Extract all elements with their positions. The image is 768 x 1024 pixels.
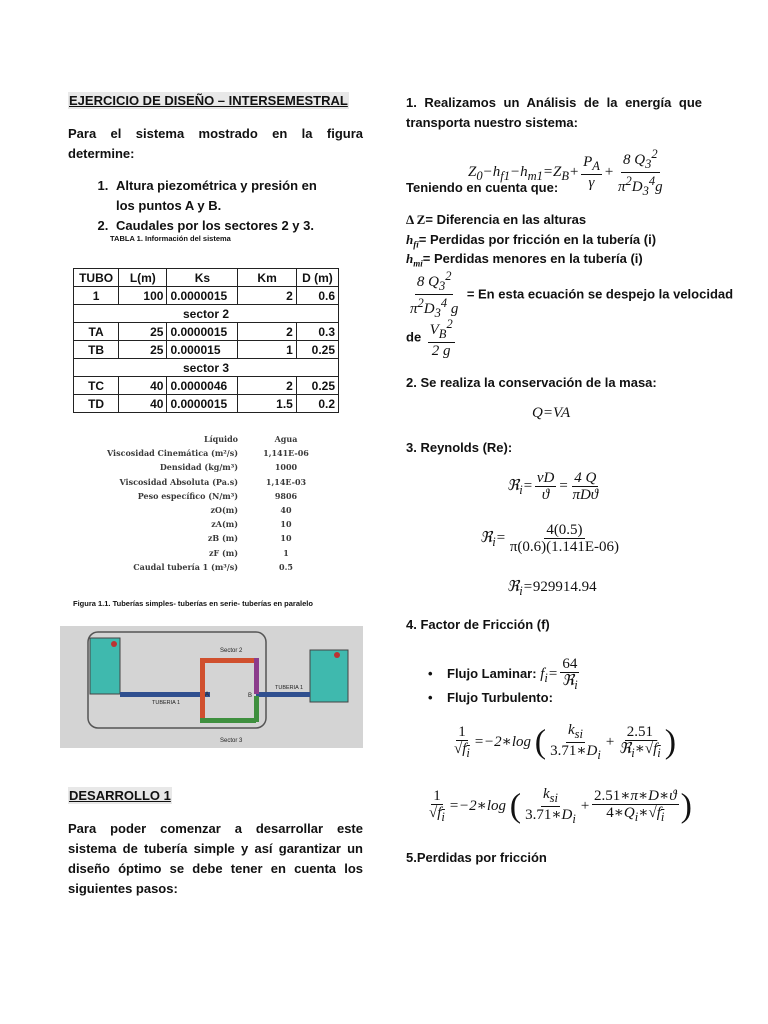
info-table xyxy=(73,268,339,413)
def-hf: $h_{fi}=$ Perdidas por fricción en la tubería (i) xyxy=(406,232,657,250)
tank-right-marker xyxy=(334,652,340,658)
label-sector2: Sector 2 xyxy=(220,648,243,654)
table-cell: 40 xyxy=(119,377,167,395)
laminar-label: Flujo Laminar: xyxy=(447,665,537,681)
table-cell: 1 xyxy=(74,287,119,305)
step-2-text: 2. Se realiza la conservación de la masa: xyxy=(406,375,657,390)
label-tuberia1-right: TUBERIA 1 xyxy=(275,685,304,691)
reynolds-substitution: ℜ$_i$= $\frac{4(0.5)}{\pi(0.6)(1.141E-06)}$ xyxy=(480,522,620,555)
table-cell: TD xyxy=(74,395,119,413)
table-cell: 1.5 xyxy=(238,395,297,413)
pipe-sector2-vertical-right xyxy=(254,658,259,694)
prop-value: 40 xyxy=(280,505,292,516)
pipe-sector3-vertical-right xyxy=(254,696,259,722)
table-cell: TA xyxy=(74,323,119,341)
prop-key: zF (m) xyxy=(208,547,238,558)
velocity-fraction: $\frac{8 Q_3^2}{\pi^2D_3^4 g}$ xyxy=(410,269,459,320)
prop-value: 1 xyxy=(283,547,289,558)
def-de xyxy=(406,316,457,359)
table-cell: 0.2 xyxy=(296,395,338,413)
props-header-key: Líquido xyxy=(203,434,238,445)
table-caption: TABLA 1. Información del sistema xyxy=(110,234,231,243)
def-velocity-text: = En esta ecuación se despejo la velocidad xyxy=(466,286,734,302)
table-cell: 0.6 xyxy=(296,287,338,305)
prop-value: 1,141E-06 xyxy=(263,448,309,459)
pipe-1-left xyxy=(120,692,210,697)
table-row xyxy=(74,305,339,323)
prop-value: 0.5 xyxy=(279,561,293,572)
step-4-text: 4. Factor de Fricción (f) xyxy=(406,617,550,632)
document-title: EJERCICIO DE DISEÑO – INTERSEMESTRAL xyxy=(69,93,348,108)
table-cell: 2 xyxy=(238,377,297,395)
table-header: Ks xyxy=(167,269,238,287)
def-delta-z: Δ Z= Diferencia en las alturas xyxy=(406,212,587,227)
table-cell: TB xyxy=(74,341,119,359)
table-section: sector 2 xyxy=(74,305,339,323)
mass-equation: Q=VA xyxy=(532,405,571,421)
prop-key: Peso específico (N/m³) xyxy=(137,490,238,501)
reynolds-result: ℜ$_i$=929914.94 xyxy=(507,579,597,598)
prop-value: 1,14E-03 xyxy=(265,476,307,487)
table-cell: 0.0000015 xyxy=(167,323,238,341)
table-row xyxy=(74,287,339,305)
table-header: D (m) xyxy=(296,269,338,287)
colebrook-equation: $\frac{1}{√f_i}$ =−2∗log ( $\frac{k_{si}}{3.71∗D_i}$ + $\frac{2.51}{ℜ_i∗√f_i}$ ) xyxy=(454,722,677,762)
prop-key: Viscosidad Absoluta (Pa.s) xyxy=(119,476,238,487)
table-header: Km xyxy=(238,269,297,287)
re-denominator: π(0.6)(1.141E-06) xyxy=(509,539,620,555)
prop-value: 1000 xyxy=(274,462,298,473)
table-row xyxy=(74,377,339,395)
step-5-text: 5.Perdidas por fricción xyxy=(406,850,547,865)
table-cell: 25 xyxy=(119,323,167,341)
label-sector3: Sector 3 xyxy=(220,738,243,744)
laminar-formula: $f_i=$ $\frac{64}{ℜ_i}$ xyxy=(540,656,578,692)
considering-text: Teniendo en cuenta que: xyxy=(406,180,559,195)
def-velocity xyxy=(406,268,733,321)
table-cell: 0.25 xyxy=(296,341,338,359)
task-list xyxy=(68,176,363,236)
table-cell: 100 xyxy=(119,287,167,305)
colebrook-expanded-equation: $\frac{1}{√f_i}$ =−2∗log ( $\frac{k_{si}}{3.71∗D_i}$ + $\frac{2.51∗\pi∗D∗ϑ}{4∗Q_i∗√f_i}$ ) xyxy=(429,786,692,826)
table-row xyxy=(74,395,339,413)
section-text: Para poder comenzar a desarrollar este sistema de tubería simple y así garantizar un diseño óptimo se debe tener en cuenta los siguientes pasos: xyxy=(68,821,363,896)
table-cell: 40 xyxy=(119,395,167,413)
section-title: DESARROLLO 1 xyxy=(69,788,171,803)
re-numerator: 4(0.5) xyxy=(546,522,583,538)
table-cell: 0.000015 xyxy=(167,341,238,359)
figure-caption: Figura 1.1. Tuberías simples- tuberías en serie- tuberías en paralelo xyxy=(73,599,313,608)
vb-fraction: $\frac{V_B^2}{2 g}$ xyxy=(429,317,453,359)
table-cell: 25 xyxy=(119,341,167,359)
table-row xyxy=(74,359,339,377)
section-heading-wrap xyxy=(68,787,172,805)
prop-key: Viscosidad Cinemática (m²/s) xyxy=(106,448,238,459)
table-cell: 0.0000015 xyxy=(167,395,238,413)
prop-key: zB (m) xyxy=(207,533,238,544)
step-1-text: 1. Realizamos un Análisis de la energía que transporta nuestro sistema: xyxy=(406,95,702,130)
table-cell: TC xyxy=(74,377,119,395)
label-point-a: A xyxy=(205,692,210,698)
prop-value: 9806 xyxy=(274,490,298,501)
re-value: 929914.94 xyxy=(532,579,597,595)
props-header-val: Agua xyxy=(274,434,298,445)
tank-left-marker xyxy=(111,641,117,647)
table-header: L(m) xyxy=(119,269,167,287)
turbulent-label: Flujo Turbulento: xyxy=(447,690,553,705)
label-point-b: B xyxy=(248,693,253,699)
pipe-sector3-bottom xyxy=(200,718,256,723)
pipe-diagram-svg xyxy=(60,626,363,748)
table-header: TUBO xyxy=(74,269,119,287)
left-column xyxy=(68,92,363,236)
pipe-system-diagram xyxy=(60,626,363,748)
task-item: 2. Caudales por los sectores 2 y 3. xyxy=(112,216,363,236)
laminar-bullet: • Flujo Laminar: $f_i=$ $\frac{64}{ℜ_i}$ xyxy=(428,656,582,693)
table-cell: 1 xyxy=(238,341,297,359)
turbulent-bullet: • Flujo Turbulento: xyxy=(428,690,553,705)
table-row xyxy=(74,341,339,359)
table-header-row xyxy=(74,269,339,287)
table-cell: 2 xyxy=(238,287,297,305)
prop-value: 10 xyxy=(280,519,292,530)
prop-value: 10 xyxy=(280,533,292,544)
intro-text: Para el sistema mostrado en la figura determine: xyxy=(68,126,363,161)
prop-key: zO(m) xyxy=(210,505,238,516)
fluid-properties xyxy=(73,432,316,574)
table-cell: 0.25 xyxy=(296,377,338,395)
pipe-sector2-top xyxy=(200,658,256,663)
task-item: 1. Altura piezométrica y presión en los puntos A y B. xyxy=(112,176,331,216)
prop-key: Caudal tubería 1 (m³/s) xyxy=(133,561,238,572)
pipe-sector2-vertical-left xyxy=(200,660,205,720)
tank-right xyxy=(310,650,348,702)
def-de-label: de xyxy=(406,329,422,345)
step-3-text: 3. Reynolds (Re): xyxy=(406,440,513,455)
prop-key: zA(m) xyxy=(211,519,238,530)
table-row xyxy=(74,323,339,341)
def-hm: $h_{mi}=$ Perdidas menores en la tubería (i) xyxy=(406,251,643,269)
pipe-1-right xyxy=(256,692,310,697)
prop-key: Densidad (kg/m³) xyxy=(159,462,238,473)
table-cell: 0.3 xyxy=(296,323,338,341)
table-cell: 0.0000015 xyxy=(167,287,238,305)
label-tuberia1-left: TUBERIA 1 xyxy=(152,700,181,706)
energy-equation: $Z_0-h_{f1}-h_{m1}=Z_B+$ $\frac{P_A}{\gamma}$ + $\frac{8 Q_3^2}{\pi^2D_3^4g}$ xyxy=(468,147,663,198)
table-cell: 2 xyxy=(238,323,297,341)
reynolds-definition: ℜ$_i$= $\frac{vD}{ϑ}$ = $\frac{4 Q}{\text{πDϑ}}$ xyxy=(507,470,599,503)
table-section: sector 3 xyxy=(74,359,339,377)
table-cell: 0.0000046 xyxy=(167,377,238,395)
